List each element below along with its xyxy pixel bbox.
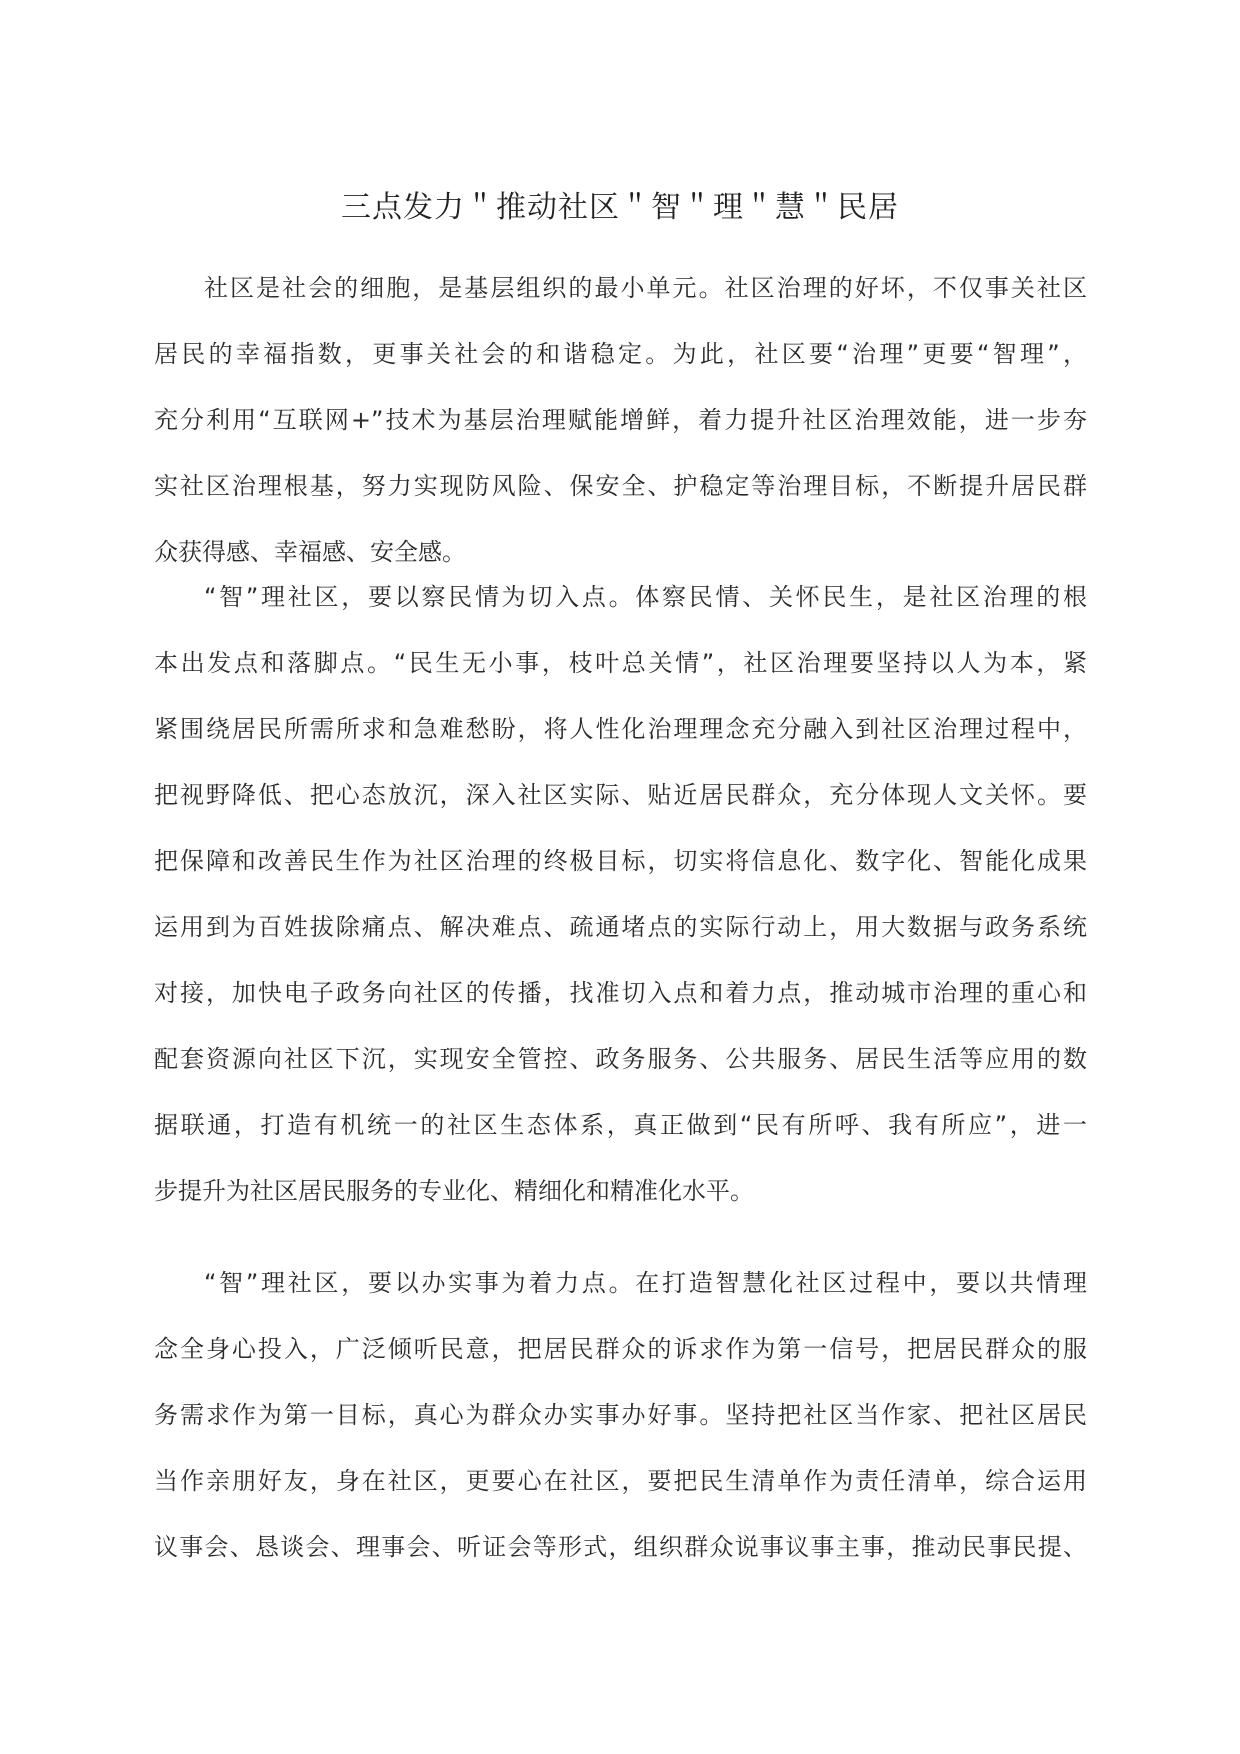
paragraph-line: 紧围绕居民所需所求和急难愁盼，将人性化治理理念充分融入到社区治理过程中， [154,715,1087,743]
paragraph-line: 居民的幸福指数，更事关社会的和谐稳定。为此，社区要“治理”更要“智理”， [154,340,1087,368]
paragraph-line: “智”理社区，要以察民情为切入点。体察民情、关怀民生，是社区治理的根 [204,583,1087,611]
paragraph-line: 念全身心投入，广泛倾听民意，把居民群众的诉求作为第一信号，把居民群众的服 [154,1335,1087,1363]
paragraph-line: “智”理社区，要以办实事为着力点。在打造智慧化社区过程中，要以共情理 [204,1269,1087,1297]
paragraph-line: 把视野降低、把心态放沉，深入社区实际、贴近居民群众，充分体现人文关怀。要 [154,781,1087,809]
paragraph-line: 本出发点和落脚点。“民生无小事，枝叶总关情”，社区治理要坚持以人为本，紧 [154,649,1087,677]
paragraph-line: 对接，加快电子政务向社区的传播，找准切入点和着力点，推动城市治理的重心和 [154,979,1087,1007]
paragraph-line: 务需求作为第一目标，真心为群众办实事办好事。坚持把社区当作家、把社区居民 [154,1401,1087,1429]
paragraph-line: 步提升为社区居民服务的专业化、精细化和精准化水平。 [154,1177,754,1205]
paragraph-line: 议事会、恳谈会、理事会、听证会等形式，组织群众说事议事主事，推动民事民提、 [154,1533,1087,1561]
paragraph-line: 把保障和改善民生作为社区治理的终极目标，切实将信息化、数字化、智能化成果 [154,847,1087,875]
paragraph-line: 运用到为百姓拔除痛点、解决难点、疏通堵点的实际行动上，用大数据与政务系统 [154,913,1087,941]
document-title: 三点发力＂推动社区＂智＂理＂慧＂民居 [341,190,899,225]
paragraph-line: 充分利用“互联网+”技术为基层治理赋能增鲜，着力提升社区治理效能，进一步夯 [154,406,1087,434]
paragraph-line: 当作亲朋好友，身在社区，更要心在社区，要把民生清单作为责任清单，综合运用 [154,1467,1087,1495]
paragraph-intro [154,255,1087,585]
paragraph-line: 据联通，打造有机统一的社区生态体系，真正做到“民有所呼、我有所应”，进一 [154,1111,1087,1139]
paragraph-line: 配套资源向社区下沉，实现安全管控、政务服务、公共服务、居民生活等应用的数 [154,1045,1087,1073]
paragraph-minqing [154,564,1087,1224]
paragraph-line: 众获得感、幸福感、安全感。 [154,538,466,566]
paragraph-line: 实社区治理根基，努力实现防风险、保安全、护稳定等治理目标，不断提升居民群 [154,472,1087,500]
paragraph-shishi [154,1250,1087,1580]
paragraph-line: 社区是社会的细胞，是基层组织的最小单元。社区治理的好坏，不仅事关社区 [204,274,1087,302]
